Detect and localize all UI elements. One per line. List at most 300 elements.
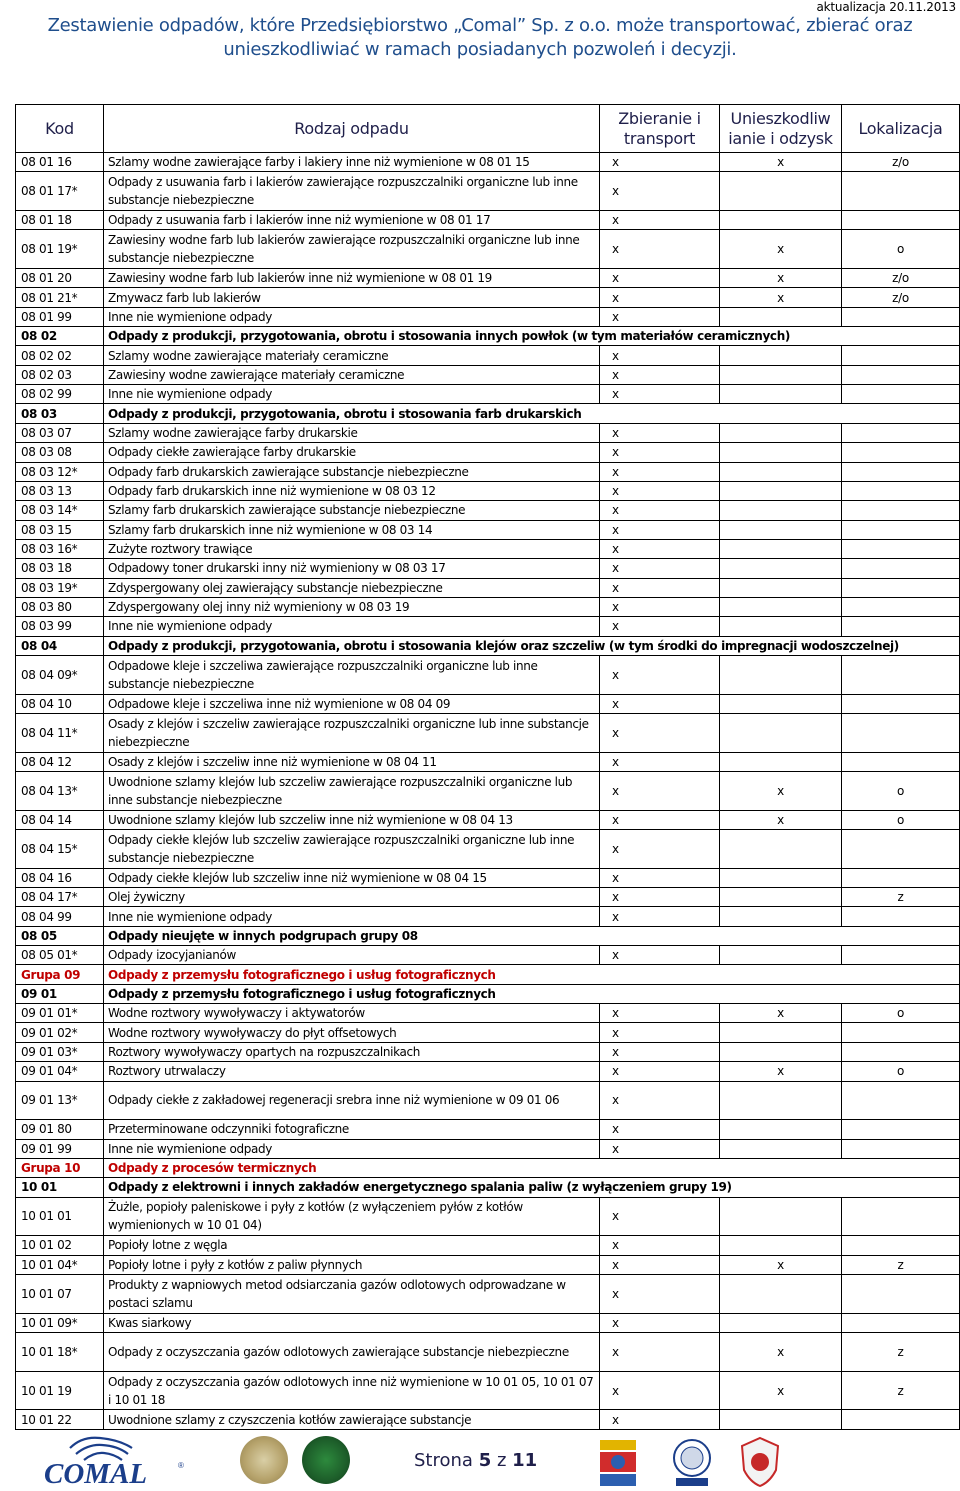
- waste-name: Odpadowe kleje i szczeliwa zawierające rozpuszczalniki organiczne lub inne substancje niebezpieczne: [104, 655, 600, 694]
- table-header-row: [16, 105, 960, 153]
- location-mark: o: [842, 230, 960, 269]
- collection-mark: x: [600, 810, 720, 829]
- collection-mark: x: [600, 1371, 720, 1410]
- table-row: [16, 559, 960, 578]
- waste-code: Grupa 09: [16, 965, 104, 984]
- header-unieszk-line1: Unieszkodliw: [730, 108, 831, 128]
- subgroup-row: [16, 984, 960, 1003]
- location-mark: [842, 1274, 960, 1313]
- waste-code: 08 01 18: [16, 211, 104, 230]
- waste-name: Zużyte roztwory trawiące: [104, 539, 600, 558]
- waste-name: Roztwory wywoływaczy opartych na rozpuszczalnikach: [104, 1042, 600, 1061]
- location-mark: [842, 462, 960, 481]
- collection-mark: x: [600, 385, 720, 404]
- disposal-mark: [720, 655, 842, 694]
- collection-mark: x: [600, 868, 720, 887]
- waste-name: Inne nie wymienione odpady: [104, 1139, 600, 1158]
- disposal-mark: [720, 1410, 842, 1429]
- collection-mark: x: [600, 1332, 720, 1371]
- disposal-mark: [720, 597, 842, 616]
- waste-name: Przeterminowane odczynniki fotograficzne: [104, 1120, 600, 1139]
- location-mark: [842, 1139, 960, 1158]
- disposal-mark: [720, 1042, 842, 1061]
- collection-mark: x: [600, 269, 720, 288]
- table-row: [16, 385, 960, 404]
- location-mark: [842, 578, 960, 597]
- location-mark: [842, 172, 960, 211]
- location-mark: o: [842, 772, 960, 811]
- collection-mark: x: [600, 443, 720, 462]
- waste-name: Inne nie wymienione odpady: [104, 307, 600, 326]
- table-row: [16, 1023, 960, 1042]
- disposal-mark: [720, 1023, 842, 1042]
- table-row: [16, 153, 960, 172]
- waste-name: Odpady farb drukarskich zawierające substancje niebezpieczne: [104, 462, 600, 481]
- collection-mark: x: [600, 578, 720, 597]
- location-mark: [842, 946, 960, 965]
- waste-name: Wodne roztwory wywoływaczy do płyt offsetowych: [104, 1023, 600, 1042]
- waste-code: 08 02 99: [16, 385, 104, 404]
- table-row: [16, 539, 960, 558]
- page-total: 11: [512, 1450, 538, 1471]
- waste-name: Uwodnione szlamy klejów lub szczeliw zawierające rozpuszczalniki organiczne lub inne substancje niebezpieczne: [104, 772, 600, 811]
- collection-mark: x: [600, 1062, 720, 1081]
- collection-mark: x: [600, 772, 720, 811]
- waste-name: Odpadowe kleje i szczeliwa inne niż wymienione w 08 04 09: [104, 694, 600, 713]
- waste-name: Odpady z usuwania farb i lakierów zawierające rozpuszczalniki organiczne lub inne substancje niebezpieczne: [104, 172, 600, 211]
- comal-logo: [40, 1434, 192, 1488]
- collection-mark: x: [600, 346, 720, 365]
- waste-code: 08 03 12*: [16, 462, 104, 481]
- location-mark: [842, 539, 960, 558]
- disposal-mark: [720, 539, 842, 558]
- table-row: [16, 346, 960, 365]
- waste-code: 08 05: [16, 926, 104, 945]
- disposal-mark: [720, 423, 842, 442]
- collection-mark: x: [600, 365, 720, 384]
- subgroup-row: [16, 327, 960, 346]
- shield-cert-icon: [740, 1436, 780, 1488]
- heading-line-1: Zestawienie odpadów, które Przedsiębiorstwo „Comal” Sp. z o.o. może transportować, zbierać oraz: [47, 15, 913, 36]
- header-kod: Kod: [16, 105, 104, 153]
- waste-code: 10 01: [16, 1178, 104, 1197]
- waste-code: Grupa 10: [16, 1158, 104, 1177]
- collection-mark: x: [600, 423, 720, 442]
- location-mark: z: [842, 1371, 960, 1410]
- header-rodzaj: Rodzaj odpadu: [104, 105, 600, 153]
- disposal-mark: [720, 1120, 842, 1139]
- disposal-mark: [720, 385, 842, 404]
- disposal-mark: [720, 617, 842, 636]
- table-row: [16, 288, 960, 307]
- waste-code: 08 03 07: [16, 423, 104, 442]
- disposal-mark: [720, 868, 842, 887]
- header-unieszk-line2: ianie i odzysk: [728, 128, 833, 148]
- award-seal-icon: [240, 1436, 288, 1484]
- collection-mark: x: [600, 481, 720, 500]
- disposal-mark: [720, 501, 842, 520]
- page-label: Strona: [414, 1450, 473, 1471]
- collection-mark: x: [600, 1004, 720, 1023]
- waste-code: 08 02 03: [16, 365, 104, 384]
- waste-code: 08 03 80: [16, 597, 104, 616]
- collection-mark: x: [600, 230, 720, 269]
- waste-group-name: Odpady z produkcji, przygotowania, obrotu i stosowania innych powłok (w tym materiałów ceramicznych): [104, 327, 960, 346]
- collection-mark: x: [600, 655, 720, 694]
- location-mark: [842, 713, 960, 752]
- disposal-mark: [720, 172, 842, 211]
- table-row: [16, 1255, 960, 1274]
- table-row: [16, 211, 960, 230]
- waste-group-name: Odpady z procesów termicznych: [104, 1158, 960, 1177]
- waste-code: 10 01 04*: [16, 1255, 104, 1274]
- waste-code: 08 04 11*: [16, 713, 104, 752]
- location-mark: [842, 385, 960, 404]
- disposal-mark: [720, 211, 842, 230]
- waste-name: Zdyspergowany olej zawierający substancje niebezpieczne: [104, 578, 600, 597]
- location-mark: [842, 211, 960, 230]
- location-mark: [842, 365, 960, 384]
- collection-mark: x: [600, 520, 720, 539]
- page-number: [414, 1450, 537, 1471]
- waste-code: 08 04 10: [16, 694, 104, 713]
- waste-name: Szlamy wodne zawierające materiały ceramiczne: [104, 346, 600, 365]
- waste-code: 09 01 04*: [16, 1062, 104, 1081]
- table-row: [16, 423, 960, 442]
- disposal-mark: [720, 888, 842, 907]
- waste-group-name: Odpady z przemysłu fotograficznego i usług fotograficznych: [104, 965, 960, 984]
- table-row: [16, 1120, 960, 1139]
- table-row: [16, 172, 960, 211]
- waste-code: 08 03 18: [16, 559, 104, 578]
- waste-name: Zawiesiny wodne farb lub lakierów inne niż wymienione w 08 01 19: [104, 269, 600, 288]
- header-zbieranie: [600, 105, 720, 153]
- disposal-mark: [720, 752, 842, 771]
- waste-code: 10 01 07: [16, 1274, 104, 1313]
- location-mark: [842, 1197, 960, 1236]
- waste-code: 08 04 14: [16, 810, 104, 829]
- table-row: [16, 1042, 960, 1061]
- waste-name: Osady z klejów i szczeliw zawierające rozpuszczalniki organiczne lub inne substancje niebezpieczne: [104, 713, 600, 752]
- waste-name: Inne nie wymienione odpady: [104, 907, 600, 926]
- table-row: [16, 501, 960, 520]
- waste-name: Popioły lotne i pyły z kotłów z paliw płynnych: [104, 1255, 600, 1274]
- waste-name: Uwodnione szlamy klejów lub szczeliw inne niż wymienione w 08 04 13: [104, 810, 600, 829]
- collection-mark: x: [600, 559, 720, 578]
- disposal-mark: x: [720, 1255, 842, 1274]
- waste-code: 08 01 21*: [16, 288, 104, 307]
- disposal-mark: [720, 559, 842, 578]
- table-row: [16, 1236, 960, 1255]
- subgroup-row: [16, 636, 960, 655]
- waste-code: 08 01 16: [16, 153, 104, 172]
- page-heading: [0, 14, 960, 62]
- waste-name: Szlamy wodne zawierające farby i lakiery inne niż wymienione w 08 01 15: [104, 153, 600, 172]
- waste-code: 08 04 16: [16, 868, 104, 887]
- page-current: 5: [478, 1450, 492, 1471]
- table-row: [16, 694, 960, 713]
- table-row: [16, 307, 960, 326]
- location-mark: [842, 1120, 960, 1139]
- table-row: [16, 578, 960, 597]
- collection-mark: x: [600, 1042, 720, 1061]
- waste-code: 08 01 19*: [16, 230, 104, 269]
- disposal-mark: [720, 694, 842, 713]
- disposal-mark: x: [720, 288, 842, 307]
- waste-name: Odpady ciekłe zawierające farby drukarskie: [104, 443, 600, 462]
- waste-code: 08 04: [16, 636, 104, 655]
- disposal-mark: [720, 713, 842, 752]
- header-zbieranie-line1: Zbieranie i: [618, 108, 701, 128]
- table-row: [16, 1371, 960, 1410]
- disposal-mark: [720, 1236, 842, 1255]
- waste-code: 08 04 09*: [16, 655, 104, 694]
- waste-group-name: Odpady z przemysłu fotograficznego i usług fotograficznych: [104, 984, 960, 1003]
- table-row: [16, 1139, 960, 1158]
- waste-table: [15, 104, 960, 1430]
- disposal-mark: x: [720, 1332, 842, 1371]
- table-row: [16, 772, 960, 811]
- location-mark: [842, 1042, 960, 1061]
- klon-seal-icon: [302, 1436, 350, 1484]
- location-mark: [842, 307, 960, 326]
- waste-name: Roztwory utrwalaczy: [104, 1062, 600, 1081]
- collection-mark: x: [600, 694, 720, 713]
- waste-code: 08 03 08: [16, 443, 104, 462]
- disposal-mark: [720, 1081, 842, 1120]
- location-mark: [842, 346, 960, 365]
- waste-name: Szlamy farb drukarskich inne niż wymienione w 08 03 14: [104, 520, 600, 539]
- waste-name: Zawiesiny wodne zawierające materiały ceramiczne: [104, 365, 600, 384]
- location-mark: [842, 907, 960, 926]
- waste-code: 08 04 13*: [16, 772, 104, 811]
- disposal-mark: [720, 346, 842, 365]
- waste-name: Zmywacz farb lub lakierów: [104, 288, 600, 307]
- disposal-mark: x: [720, 230, 842, 269]
- table-row: [16, 365, 960, 384]
- location-mark: [842, 1236, 960, 1255]
- collection-mark: x: [600, 597, 720, 616]
- waste-name: Szlamy farb drukarskich zawierające substancje niebezpieczne: [104, 501, 600, 520]
- page-sep: z: [496, 1450, 507, 1471]
- waste-code: 09 01 13*: [16, 1081, 104, 1120]
- table-row: [16, 1004, 960, 1023]
- waste-code: 10 01 02: [16, 1236, 104, 1255]
- group-title-row: [16, 965, 960, 984]
- location-mark: [842, 655, 960, 694]
- svg-text:®: ®: [178, 1461, 184, 1470]
- waste-name: Wodne roztwory wywoływaczy i aktywatorów: [104, 1004, 600, 1023]
- collection-mark: x: [600, 752, 720, 771]
- table-row: [16, 946, 960, 965]
- group-title-row: [16, 1158, 960, 1177]
- waste-code: 08 05 01*: [16, 946, 104, 965]
- table-row: [16, 230, 960, 269]
- table-row: [16, 1062, 960, 1081]
- waste-name: Zdyspergowany olej inny niż wymieniony w 08 03 19: [104, 597, 600, 616]
- collection-mark: x: [600, 501, 720, 520]
- waste-code: 10 01 01: [16, 1197, 104, 1236]
- location-mark: o: [842, 1062, 960, 1081]
- collection-mark: x: [600, 830, 720, 869]
- waste-name: Produkty z wapniowych metod odsiarczania gazów odlotowych odprowadzane w postaci szlamu: [104, 1274, 600, 1313]
- waste-code: 09 01 02*: [16, 1023, 104, 1042]
- collection-mark: x: [600, 946, 720, 965]
- waste-name: Odpady z usuwania farb i lakierów inne niż wymienione w 08 01 17: [104, 211, 600, 230]
- waste-code: 08 01 99: [16, 307, 104, 326]
- waste-name: Kwas siarkowy: [104, 1313, 600, 1332]
- location-mark: [842, 443, 960, 462]
- waste-name: Olej żywiczny: [104, 888, 600, 907]
- table-row: [16, 1410, 960, 1429]
- location-mark: [842, 1081, 960, 1120]
- location-mark: [842, 694, 960, 713]
- waste-code: 08 04 17*: [16, 888, 104, 907]
- collection-mark: x: [600, 462, 720, 481]
- certificate-badge-icon: [598, 1438, 638, 1488]
- collection-mark: x: [600, 713, 720, 752]
- waste-group-name: Odpady z elektrowni i innych zakładów energetycznego spalania paliw (z wyłączeniem grupy 19): [104, 1178, 960, 1197]
- waste-code: 09 01 01*: [16, 1004, 104, 1023]
- location-mark: [842, 1313, 960, 1332]
- location-mark: z: [842, 888, 960, 907]
- header-zbieranie-line2: transport: [623, 128, 696, 148]
- disposal-mark: [720, 443, 842, 462]
- table-row: [16, 617, 960, 636]
- table-row: [16, 269, 960, 288]
- disposal-mark: [720, 1313, 842, 1332]
- collection-mark: x: [600, 288, 720, 307]
- collection-mark: x: [600, 1023, 720, 1042]
- subgroup-row: [16, 404, 960, 423]
- collection-mark: x: [600, 211, 720, 230]
- table-row: [16, 443, 960, 462]
- location-mark: [842, 617, 960, 636]
- location-mark: z: [842, 1255, 960, 1274]
- collection-mark: x: [600, 1236, 720, 1255]
- waste-code: 08 03 99: [16, 617, 104, 636]
- subgroup-row: [16, 926, 960, 945]
- table-row: [16, 1081, 960, 1120]
- header-unieszkodliwianie: [720, 105, 842, 153]
- waste-name: Odpady ciekłe z zakładowej regeneracji srebra inne niż wymienione w 09 01 06: [104, 1081, 600, 1120]
- waste-code: 08 01 20: [16, 269, 104, 288]
- waste-name: Inne nie wymienione odpady: [104, 617, 600, 636]
- waste-code: 08 04 99: [16, 907, 104, 926]
- collection-mark: x: [600, 1410, 720, 1429]
- waste-code: 10 01 18*: [16, 1332, 104, 1371]
- disposal-mark: [720, 1197, 842, 1236]
- waste-code: 08 03 13: [16, 481, 104, 500]
- disposal-mark: [720, 462, 842, 481]
- disposal-mark: x: [720, 1062, 842, 1081]
- table-row: [16, 1197, 960, 1236]
- table-row: [16, 810, 960, 829]
- waste-name: Odpady z oczyszczania gazów odlotowych inne niż wymienione w 10 01 05, 10 01 07 i 10 01 18: [104, 1371, 600, 1410]
- location-mark: o: [842, 1004, 960, 1023]
- waste-name: Odpady izocyjanianów: [104, 946, 600, 965]
- table-row: [16, 830, 960, 869]
- disposal-mark: [720, 1139, 842, 1158]
- waste-group-name: Odpady z produkcji, przygotowania, obrotu i stosowania klejów oraz szczeliw (w tym środki do impregnacji wodoszczelnej): [104, 636, 960, 655]
- location-mark: [842, 1410, 960, 1429]
- waste-code: 08 03: [16, 404, 104, 423]
- table-row: [16, 462, 960, 481]
- disposal-mark: x: [720, 772, 842, 811]
- waste-name: Uwodnione szlamy z czyszczenia kotłów zawierające substancje: [104, 1410, 600, 1429]
- location-mark: [842, 501, 960, 520]
- location-mark: [842, 1023, 960, 1042]
- table-row: [16, 868, 960, 887]
- waste-name: Inne nie wymienione odpady: [104, 385, 600, 404]
- location-mark: z/o: [842, 153, 960, 172]
- disposal-mark: [720, 520, 842, 539]
- location-mark: [842, 830, 960, 869]
- location-mark: z/o: [842, 269, 960, 288]
- disposal-mark: [720, 907, 842, 926]
- waste-name: Odpady farb drukarskich inne niż wymienione w 08 03 12: [104, 481, 600, 500]
- waste-code: 09 01 03*: [16, 1042, 104, 1061]
- location-mark: [842, 423, 960, 442]
- waste-code: 10 01 09*: [16, 1313, 104, 1332]
- disposal-mark: [720, 307, 842, 326]
- quality-cert-icon: [668, 1436, 716, 1488]
- collection-mark: x: [600, 1197, 720, 1236]
- waste-code: 08 04 12: [16, 752, 104, 771]
- waste-code: 08 03 19*: [16, 578, 104, 597]
- waste-code: 09 01: [16, 984, 104, 1003]
- disposal-mark: [720, 481, 842, 500]
- waste-code: 08 03 15: [16, 520, 104, 539]
- collection-mark: x: [600, 617, 720, 636]
- update-date: aktualizacja 20.11.2013: [816, 0, 956, 14]
- collection-mark: x: [600, 1139, 720, 1158]
- location-mark: z: [842, 1332, 960, 1371]
- waste-name: Popioły lotne z węgla: [104, 1236, 600, 1255]
- collection-mark: x: [600, 1081, 720, 1120]
- location-mark: o: [842, 810, 960, 829]
- waste-code: 09 01 99: [16, 1139, 104, 1158]
- table-row: [16, 481, 960, 500]
- waste-group-name: Odpady z produkcji, przygotowania, obrotu i stosowania farb drukarskich: [104, 404, 960, 423]
- table-row: [16, 907, 960, 926]
- disposal-mark: [720, 946, 842, 965]
- comal-logo-text: COMAL: [44, 1458, 148, 1488]
- collection-mark: x: [600, 1274, 720, 1313]
- collection-mark: x: [600, 539, 720, 558]
- waste-code: 10 01 19: [16, 1371, 104, 1410]
- waste-group-name: Odpady nieujęte w innych podgrupach grupy 08: [104, 926, 960, 945]
- waste-name: Zawiesiny wodne farb lub lakierów zawierające rozpuszczalniki organiczne lub inne substancje niebezpieczne: [104, 230, 600, 269]
- waste-name: Odpady ciekłe klejów lub szczeliw zawierające rozpuszczalniki organiczne lub inne substancje niebezpieczne: [104, 830, 600, 869]
- heading-line-2: unieszkodliwiać w ramach posiadanych pozwoleń i decyzji.: [223, 39, 737, 60]
- table-row: [16, 713, 960, 752]
- subgroup-row: [16, 1178, 960, 1197]
- table-row: [16, 597, 960, 616]
- waste-code: 08 01 17*: [16, 172, 104, 211]
- disposal-mark: [720, 365, 842, 384]
- location-mark: [842, 597, 960, 616]
- collection-mark: x: [600, 1255, 720, 1274]
- collection-mark: x: [600, 888, 720, 907]
- disposal-mark: [720, 578, 842, 597]
- disposal-mark: x: [720, 1371, 842, 1410]
- collection-mark: x: [600, 1313, 720, 1332]
- location-mark: [842, 520, 960, 539]
- disposal-mark: x: [720, 153, 842, 172]
- waste-code: 08 03 14*: [16, 501, 104, 520]
- table-row: [16, 1313, 960, 1332]
